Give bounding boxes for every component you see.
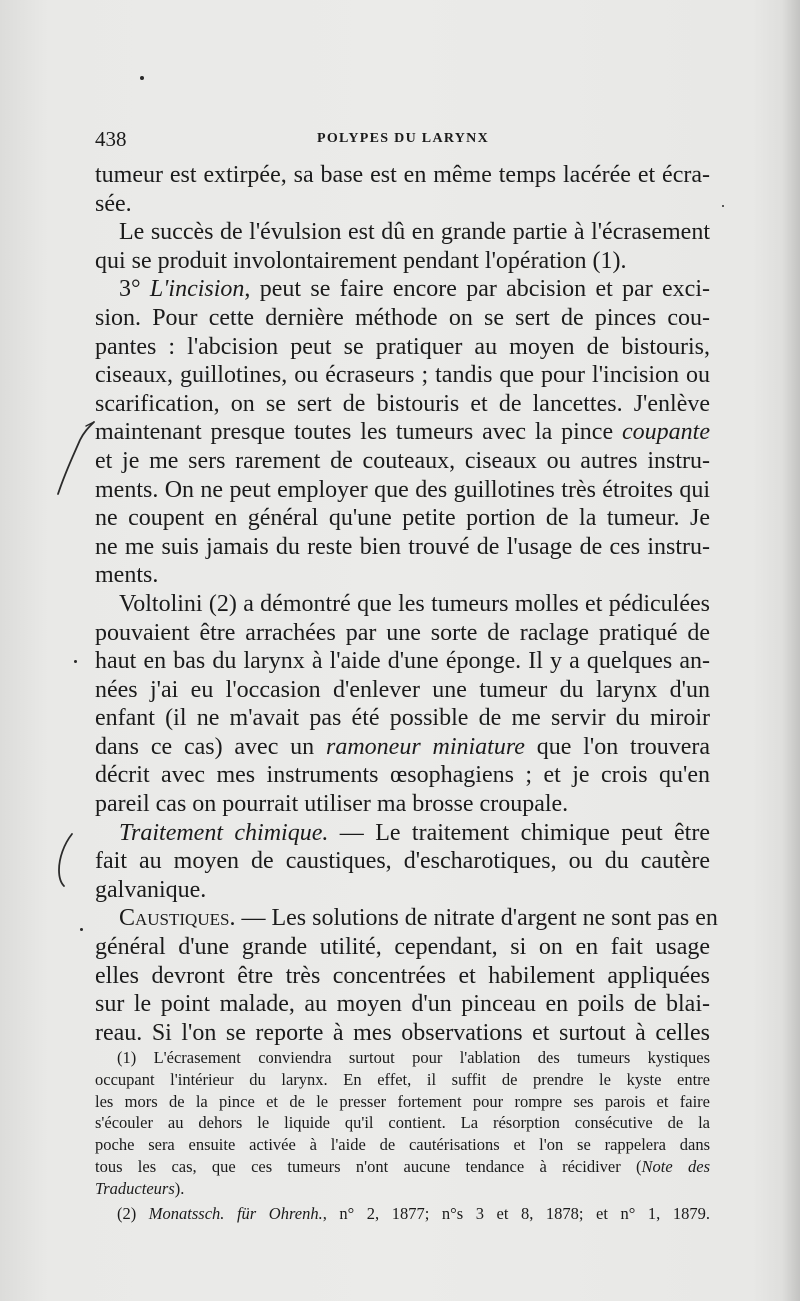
page-header — [95, 127, 710, 151]
text-line: sion. Pour cette dernière méthode on se sert de pinces cou- — [95, 304, 710, 331]
text-line — [95, 904, 718, 933]
text-line: reau. Si l'on se reporte à mes observations et surtout à celles — [95, 1019, 710, 1046]
text-line: sur le point malade, au moyen d'un pinceau en poils de blai- — [95, 991, 710, 1018]
footnote-line — [95, 1203, 710, 1225]
ink-speck — [74, 660, 77, 663]
text-line — [95, 819, 710, 848]
italic-term: Traducteurs — [95, 1178, 175, 1198]
ink-speck — [140, 76, 144, 80]
italic-term: L'incision — [149, 276, 245, 303]
text-line: général d'une grande utilité, cependant, si on en fait usage — [95, 934, 710, 961]
text-fragment: dans ce cas) avec un — [95, 733, 326, 760]
text-line: pantes : l'abcision peut se pratiquer au moyen de bistouris, — [95, 333, 710, 360]
subsection-heading: Caustiques. — [119, 905, 236, 932]
footnote-line: les mors de la pince et de le presser fortement pour rompre ses parois et faire — [95, 1091, 710, 1111]
text-line: ments. On ne peut employer que des guillotines très étroites qui — [95, 476, 710, 503]
enumeration: 3° — [119, 276, 150, 303]
text-line: Voltolini (2) a démontré que les tumeurs molles et pédiculées — [119, 590, 710, 617]
text-line: nées j'ai eu l'occasion d'enlever une tumeur du larynx d'un — [95, 676, 710, 703]
ink-speck — [80, 928, 83, 931]
text-line — [95, 418, 710, 447]
text-fragment: tous les cas, que ces tumeurs n'ont aucune tendance à récidiver ( — [95, 1156, 642, 1176]
text-line — [95, 275, 710, 304]
text-fragment: (2) — [117, 1203, 149, 1223]
page-edge-shadow — [782, 0, 800, 1301]
running-title: POLYPES DU LARYNX — [317, 131, 489, 146]
text-line: elles devront être très concentrées et habilement appliquées — [95, 962, 710, 989]
text-fragment: maintenant presque toutes les tumeurs avec la pince — [95, 419, 623, 446]
text-fragment: — Le traitement chimique peut être — [328, 819, 710, 846]
italic-term: ramoneur miniature — [326, 733, 525, 760]
footnote-line: (1) L'écrasement conviendra surtout pour l'ablation des tumeurs kystiques — [117, 1048, 710, 1067]
text-line: ne me suis jamais du reste bien trouvé de l'usage de ces instru- — [95, 533, 710, 560]
italic-term: Note des — [641, 1156, 710, 1176]
text-fragment: que l'on trouvera — [524, 733, 711, 760]
footnotes — [95, 1047, 710, 1224]
text-line: tumeur est extirpée, sa base est en même temps lacérée et écra- — [95, 162, 710, 188]
footnote-line — [95, 1178, 710, 1200]
text-line: sée. — [95, 190, 132, 217]
page-number: 438 — [95, 127, 127, 151]
margin-bracket-mark — [50, 830, 80, 890]
italic-term: coupante — [622, 419, 710, 446]
footnote-line: occupant l'intérieur du larynx. En effet, il suffit de prendre le kyste entre — [95, 1069, 710, 1089]
text-line: fait au moyen de caustiques, d'escharotiques, ou du cautère — [95, 848, 710, 875]
text-fragment: ). — [174, 1178, 185, 1198]
text-line: et je me sers rarement de couteaux, ciseaux ou autres instru- — [95, 447, 710, 474]
text-fragment: , n° 2, 1877; n°s 3 et 8, 1878; et n° 1, 1879. — [322, 1203, 710, 1223]
text-line: scarification, on se sert de bistouris et de lancettes. J'enlève — [95, 390, 710, 417]
main-text — [95, 161, 718, 1047]
ink-speck — [722, 205, 724, 207]
footnote-line: s'écouler au dehors le liquide qu'il contient. La résorption consécutive de la — [95, 1113, 710, 1133]
italic-term: Monatssch. für Ohrenh. — [148, 1203, 323, 1223]
text-line: ciseaux, guillotines, ou écraseurs ; tandis que pour l'incision ou — [95, 362, 710, 389]
footnote-line: poche sera ensuite activée à l'aide de cautérisations et l'on se rappelera dans — [95, 1135, 710, 1155]
footnote-line — [95, 1156, 710, 1178]
text-line: galvanique. — [95, 876, 207, 903]
text-line: qui se produit involontairement pendant l'opération (1). — [95, 247, 627, 274]
text-line: pouvaient être arrachées par une sorte de raclage pratiqué de — [95, 619, 710, 646]
text-line: enfant (il ne m'avait pas été possible de me servir du miroir — [95, 705, 710, 732]
text-line: ments. — [95, 562, 159, 589]
margin-slash-mark — [50, 418, 98, 498]
text-line: pareil cas on pourrait utiliser ma brosse croupale. — [95, 791, 569, 818]
text-fragment: , peut se faire encore par abcision et par exci- — [244, 276, 710, 303]
section-heading: Traitement chimique. — [119, 819, 329, 846]
text-line: haut en bas du larynx à l'aide d'une éponge. Il y a quelques an- — [95, 648, 710, 675]
text-line — [95, 733, 710, 762]
text-line: Le succès de l'évulsion est dû en grande partie à l'écrasement — [119, 219, 710, 246]
text-line: décrit avec mes instruments œsophagiens ; et je crois qu'en — [95, 762, 710, 789]
text-line: ne coupent en général qu'une petite portion de la tumeur. Je — [95, 505, 710, 532]
text-fragment: — Les solutions de nitrate d'argent ne sont pas en — [235, 905, 718, 932]
